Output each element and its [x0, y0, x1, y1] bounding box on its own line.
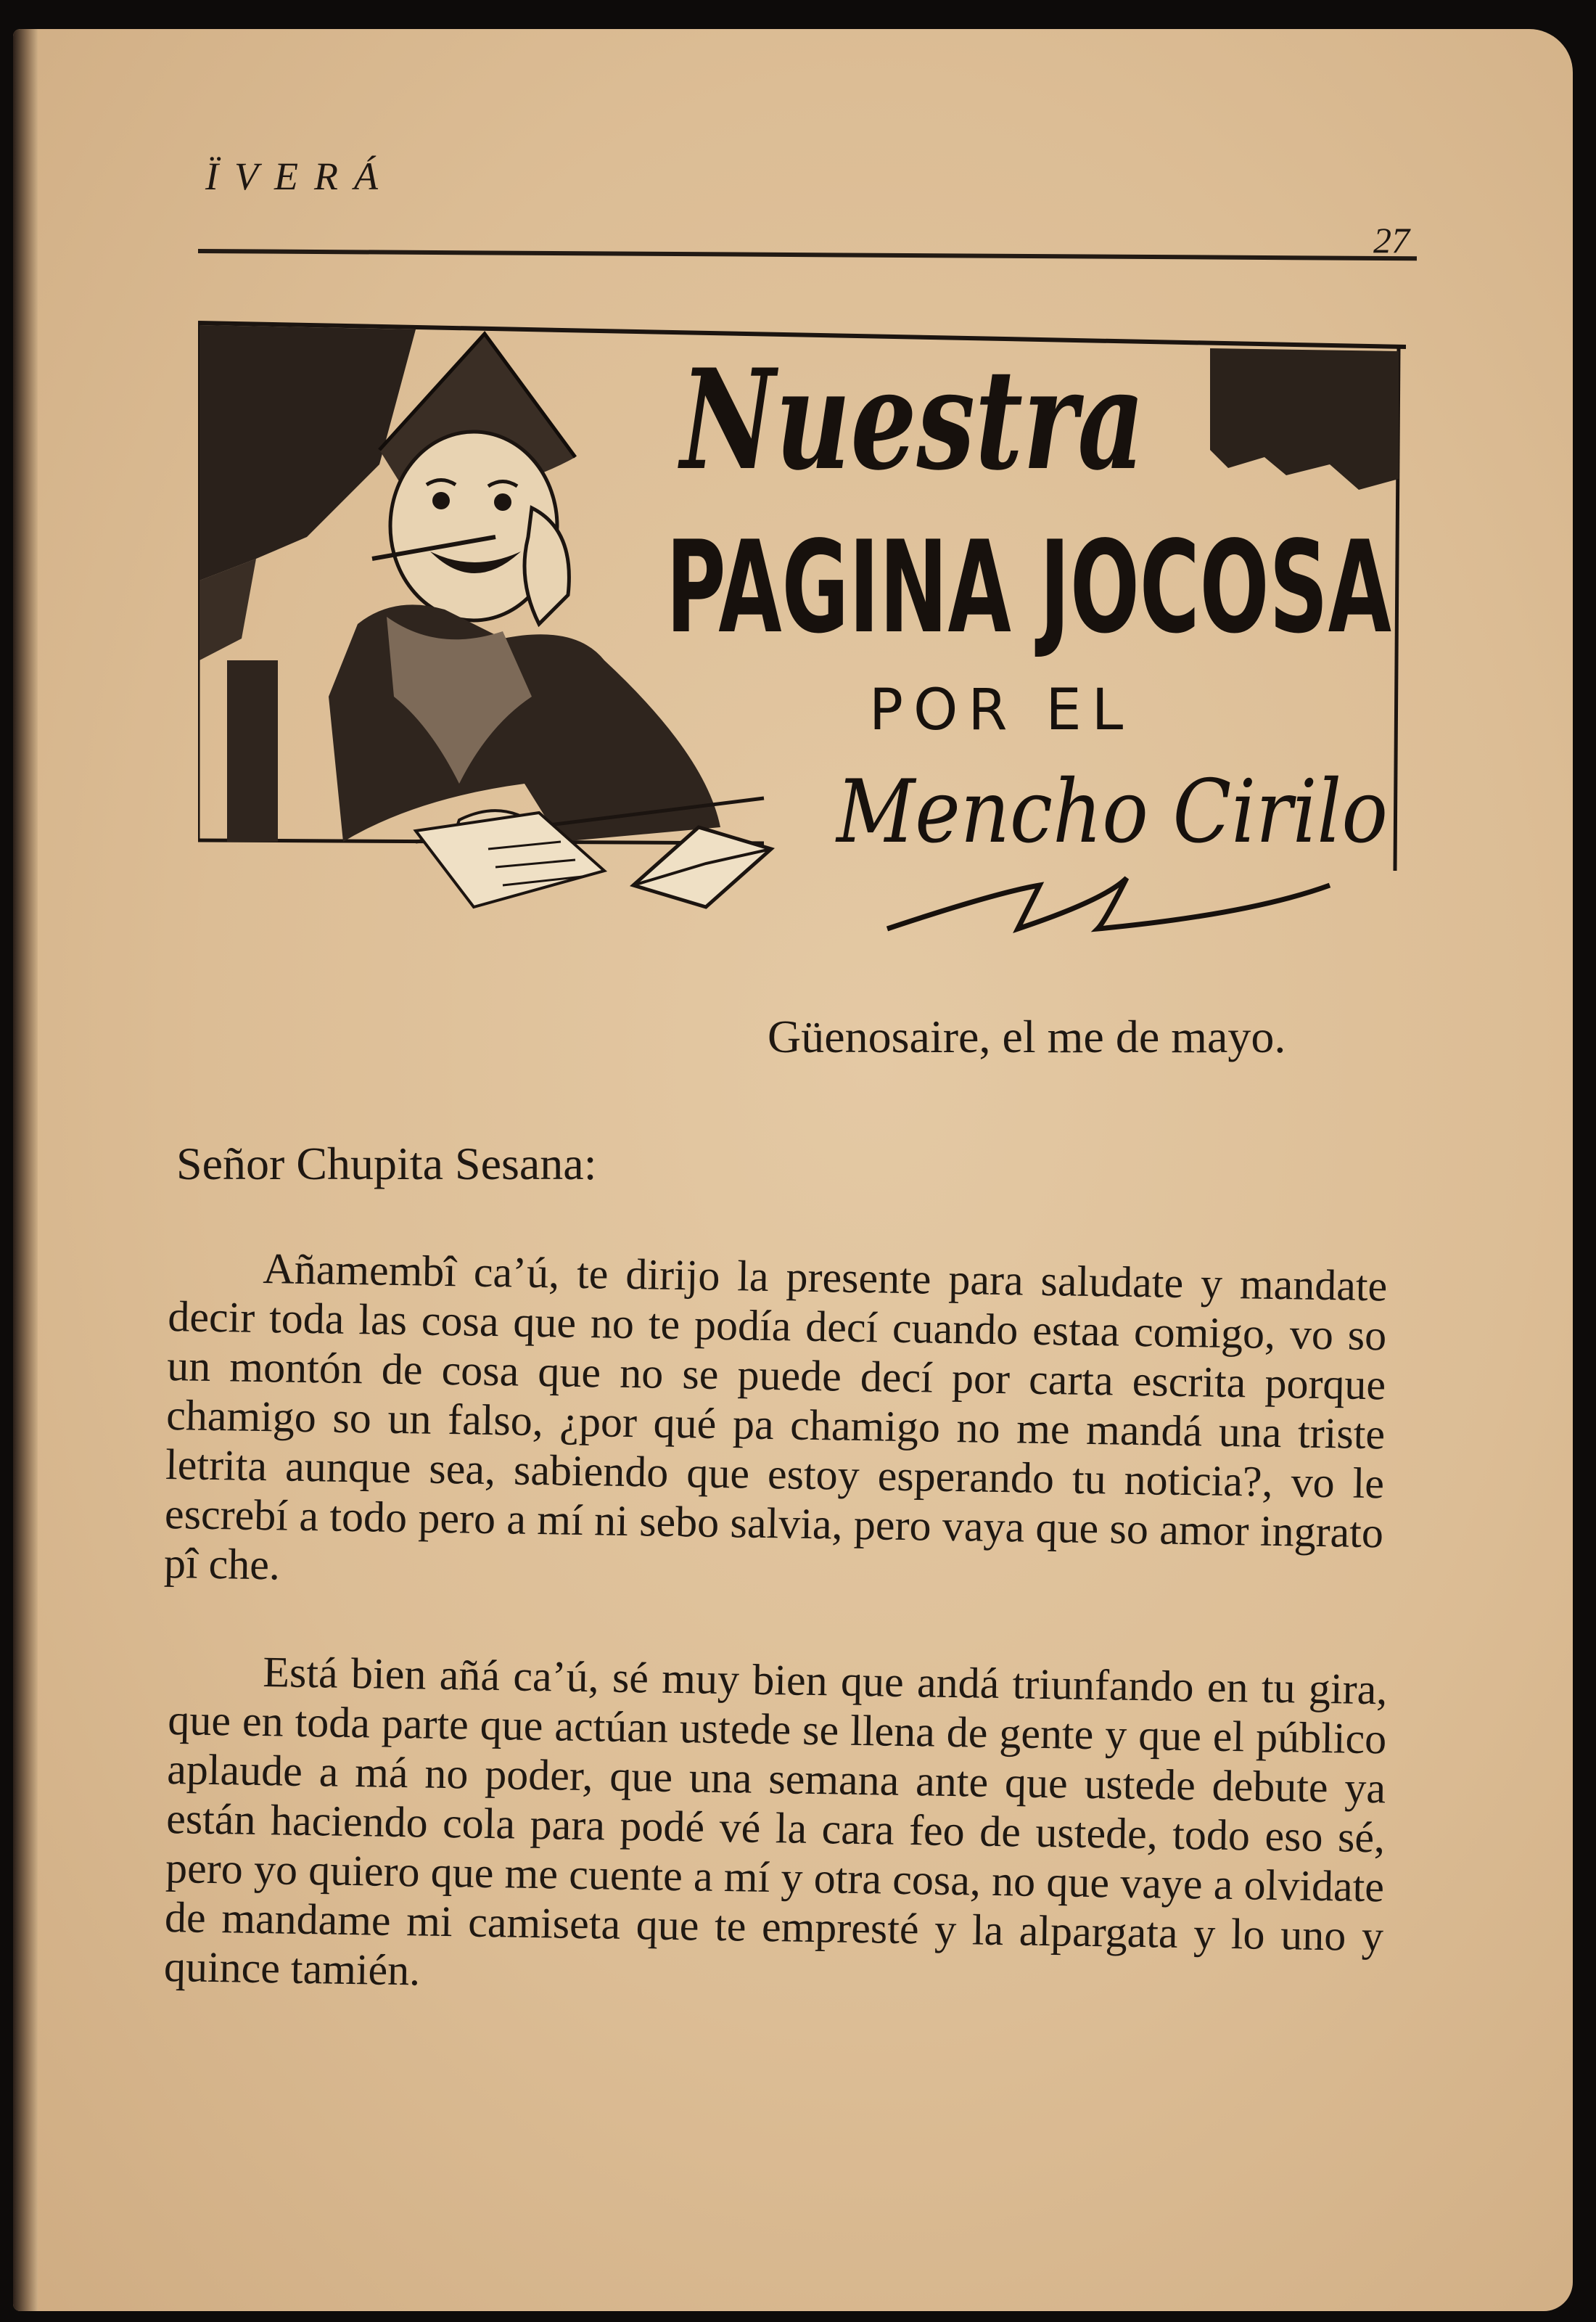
book-spine-shadow — [13, 29, 38, 2311]
page-number: 27 — [1373, 220, 1410, 260]
banner-byline: POR EL — [869, 678, 1134, 743]
letter-dateline: Güenosaire, el me de mayo. — [768, 1011, 1286, 1062]
running-head: ÏVERÁ — [205, 155, 394, 198]
letter-salutation: Señor Chupita Sesana: — [176, 1138, 597, 1189]
signature-flourish — [887, 878, 1330, 929]
title-banner — [198, 319, 1406, 943]
banner-author-signature: Mencho Cirilo — [835, 762, 1388, 863]
book-page — [13, 29, 1573, 2311]
dark-corner-shading-right — [1210, 348, 1399, 490]
header-rule — [198, 249, 1417, 260]
letter-paragraph-2: Está bien añá ca’ú, sé muy bien que andá triunfando en tu gira, que en toda parte que actúan ustede se llena de gente y que el público aplaude a má no poder, que una semana ante que ustede debute ya están haciendo cola para podé vé la cara feo de ustede, todo eso sé, pero yo quiero que me cuente a mí y otra cosa, no que vaye a olvidate de mandame mi camiseta que te empresté y la alpargata y lo uno y quince tamién. — [163, 1648, 1388, 1995]
letter-paragraph-1: Añamembî ca’ú, te dirijo la presente para saludate y mandate decir toda las cosa que no te podía decí cuando estaa comigo, vo so un montón de cosa que no se puede decí por carta escrita porque chamigo so un falso, ¿por qué pa chamigo no me mandá una triste letrita aunque sea, sabiendo que estoy esperando tu noticia?, vo le escrebí a todo pero a mí ni sebo salvia, pero vaya que so amor ingrato pî che. — [163, 1244, 1388, 1589]
banner-title-script: Nuestra — [677, 339, 1145, 501]
envelope-icon — [633, 827, 771, 907]
banner-title-block: PAGINA JOCOSA — [666, 514, 1391, 662]
